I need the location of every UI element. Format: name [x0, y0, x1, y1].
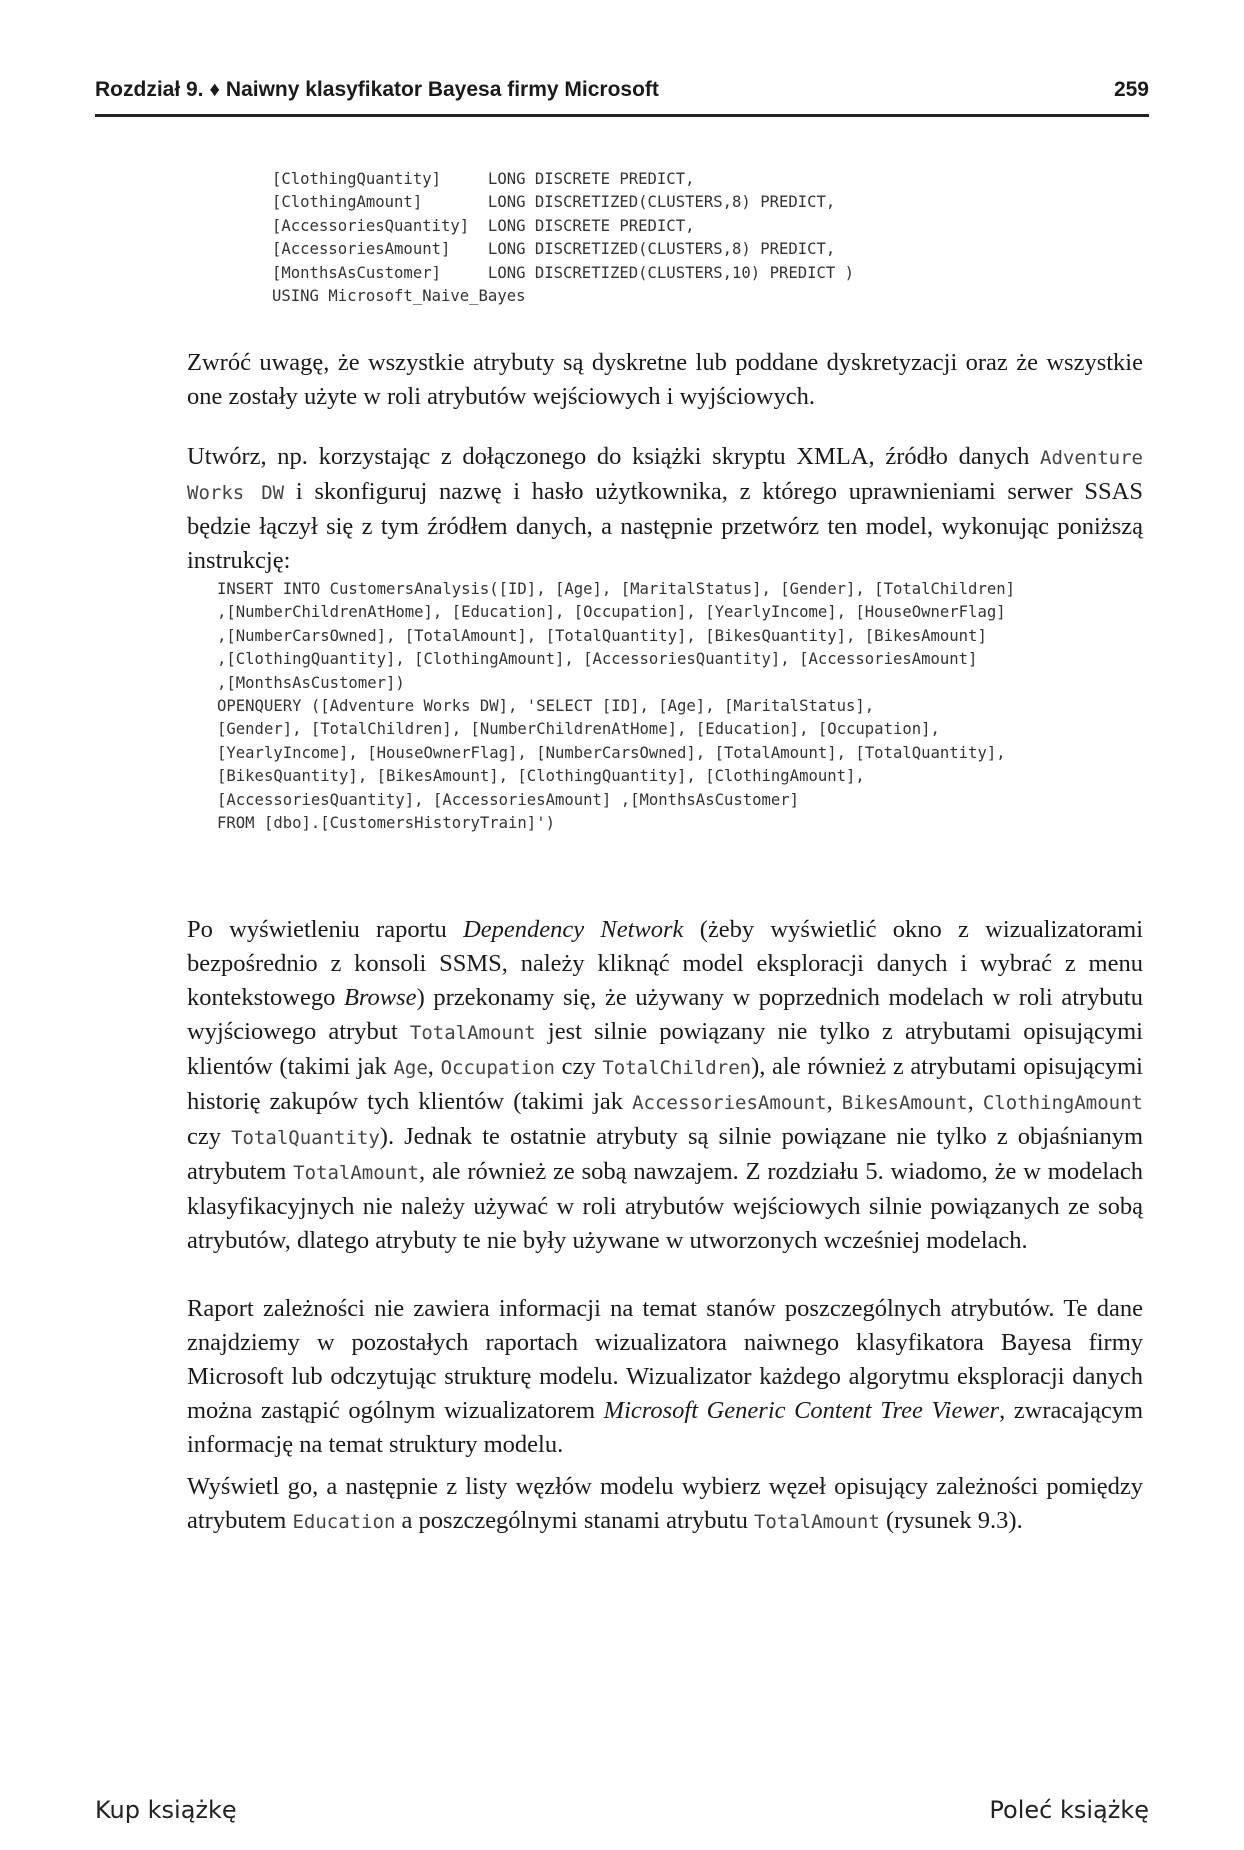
text-span: czy: [187, 1123, 232, 1150]
text-span: Raport zależności nie zawiera informacji na temat stanów poszczególnych atrybutów. Te dane znajdziemy w pozostałych raportach wizualizatora naiwnego klasyfikatora Bayesa firmy Microsoft lub odczytując strukturę modelu. Wizualizator każdego algorytmu eksploracji danych można zastąpić ogólnym wizualizatorem: [187, 1295, 1143, 1424]
text-span: , ale również ze sobą nawzajem. Z rozdziału 5. wiadomo, że w modelach klasyfikacyjnych nie należy używać w roli atrybutów wejściowych silnie powiązanych ze sobą atrybutów, dlatego atrybuty te nie były używane w utworzonych wcześniej modelach.: [187, 1158, 1143, 1254]
code-inline: Adventure Works DW: [187, 447, 1143, 504]
italic-term: Browse: [343, 984, 417, 1011]
code-inline: TotalQuantity: [231, 1127, 380, 1149]
text-span: Utwórz, np. korzystając z dołączonego do książki skryptu XMLA, źródło danych: [187, 443, 1041, 470]
text-span: jest silnie powiązany nie tylko z atrybutami opisującymi klientów (takimi jak: [187, 1018, 1143, 1080]
text-span: ). Jednak te ostatnie atrybuty są silnie powiązane nie tylko z objaśnianym atrybutem: [187, 1123, 1143, 1185]
text-span: (rysunek 9.3).: [879, 1507, 1023, 1534]
text-span: Wyświetl go, a następnie z listy węzłów modelu wybierz węzeł opisujący zależności pomiędzy atrybutem: [187, 1473, 1143, 1534]
text-span: (żeby wyświetlić okno z wizualizatorami bezpośrednio z konsoli SSMS, należy kliknąć model eksploracji danych i wybrać z menu kontekstowego: [187, 916, 1143, 1011]
buy-book-link[interactable]: Kup książkę: [95, 1796, 237, 1824]
italic-term: Microsoft Generic Content Tree Viewer: [603, 1397, 1000, 1424]
paragraph-discrete-attributes: Zwróć uwagę, że wszystkie atrybuty są dyskretne lub poddane dyskretyzacji oraz że wszystkie one zostały użyte w roli atrybutów wejściowych i wyjściowych.: [187, 349, 1143, 410]
paragraph-select-node: [187, 1470, 1143, 1539]
text-span: ,: [967, 1088, 983, 1115]
text-span: czy: [555, 1053, 603, 1080]
code-inline: TotalAmount: [293, 1162, 419, 1184]
code-inline: Occupation: [440, 1057, 555, 1079]
code-inline: Education: [292, 1511, 396, 1533]
code-inline: AccessoriesAmount: [632, 1092, 827, 1114]
text-span: ,: [826, 1088, 842, 1115]
code-inline: TotalAmount: [409, 1022, 536, 1044]
text-span: ) przekonamy się, że używany w poprzednich modelach w roli atrybutu wyjściowego atrybut: [187, 984, 1143, 1045]
code-inline: BikesAmount: [841, 1092, 968, 1114]
text-span: i skonfiguruj nazwę i hasło użytkownika, z którego uprawnieniami serwer SSAS będzie łączył się z tym źródłem danych, a następnie przetwórz ten model, wykonując poniższą instrukcję:: [187, 478, 1144, 574]
text-span: a poszczególnymi stanami atrybutu: [395, 1507, 754, 1534]
paragraph-dependency-network: [187, 913, 1143, 1258]
chapter-title: Rozdział 9. ♦ Naiwny klasyfikator Bayesa firmy Microsoft: [95, 78, 659, 101]
text-span: Po wyświetleniu raportu: [187, 916, 464, 943]
code-block-insert-into: INSERT INTO CustomersAnalysis([ID], [Age], [MaritalStatus], [Gender], [TotalChildren] ,[NumberChildrenAtHome], [Education], [Occupation], [YearlyIncome], [HouseOwnerFlag] ,[NumberCarsOwned], [TotalAmount], [TotalQuantity], [BikesQuantity], [BikesAmount] ,[ClothingQuantity], [ClothingAmount], [AccessoriesQuantity], [AccessoriesAmount] ,[MonthsAsCustomer]) OPENQUERY ([Adventure Works DW], 'SELECT [ID], [Age], [MaritalStatus], [Gender], [TotalChildren], [NumberChildrenAtHome], [Education], [Occupation], [YearlyIncome], [HouseOwnerFlag], [NumberCarsOwned], [TotalAmount], [TotalQuantity], [BikesQuantity], [BikesAmount], [ClothingQuantity], [ClothingAmount], [AccessoriesQuantity], [AccessoriesAmount] ,[MonthsAsCustomer] FROM [dbo].[CustomersHistoryTrain]'): [217, 580, 1015, 833]
paragraph-dependency-report: [187, 1292, 1143, 1462]
text-span: ), ale również z atrybutami opisującymi historię zakupów tych klientów (takimi jak: [187, 1053, 1143, 1115]
page-number: 259: [1113, 78, 1149, 101]
recommend-book-link[interactable]: Poleć książkę: [989, 1796, 1149, 1824]
code-block-model-definition: [ClothingQuantity] LONG DISCRETE PREDICT, [ClothingAmount] LONG DISCRETIZED(CLUSTERS,8) PREDICT, [AccessoriesQuantity] LONG DISCRETE PREDICT, [AccessoriesAmount] LONG DISCRETIZED(CLUSTERS,8) PREDICT, [MonthsAsCustomer] LONG DISCRETIZED(CLUSTERS,10) PREDICT ) USING Microsoft_Naive_Bayes: [272, 170, 855, 306]
text-span: ,: [427, 1053, 441, 1080]
code-inline: TotalAmount: [753, 1511, 880, 1533]
running-header: [95, 76, 1149, 117]
code-inline: TotalChildren: [602, 1057, 752, 1079]
text-span: , zwracającym informację na temat struktury modelu.: [187, 1397, 1143, 1458]
code-inline: ClothingAmount: [982, 1092, 1143, 1114]
code-inline: Age: [393, 1057, 428, 1079]
paragraph-create-datasource: [187, 440, 1143, 578]
italic-term: Dependency Network: [463, 916, 684, 943]
